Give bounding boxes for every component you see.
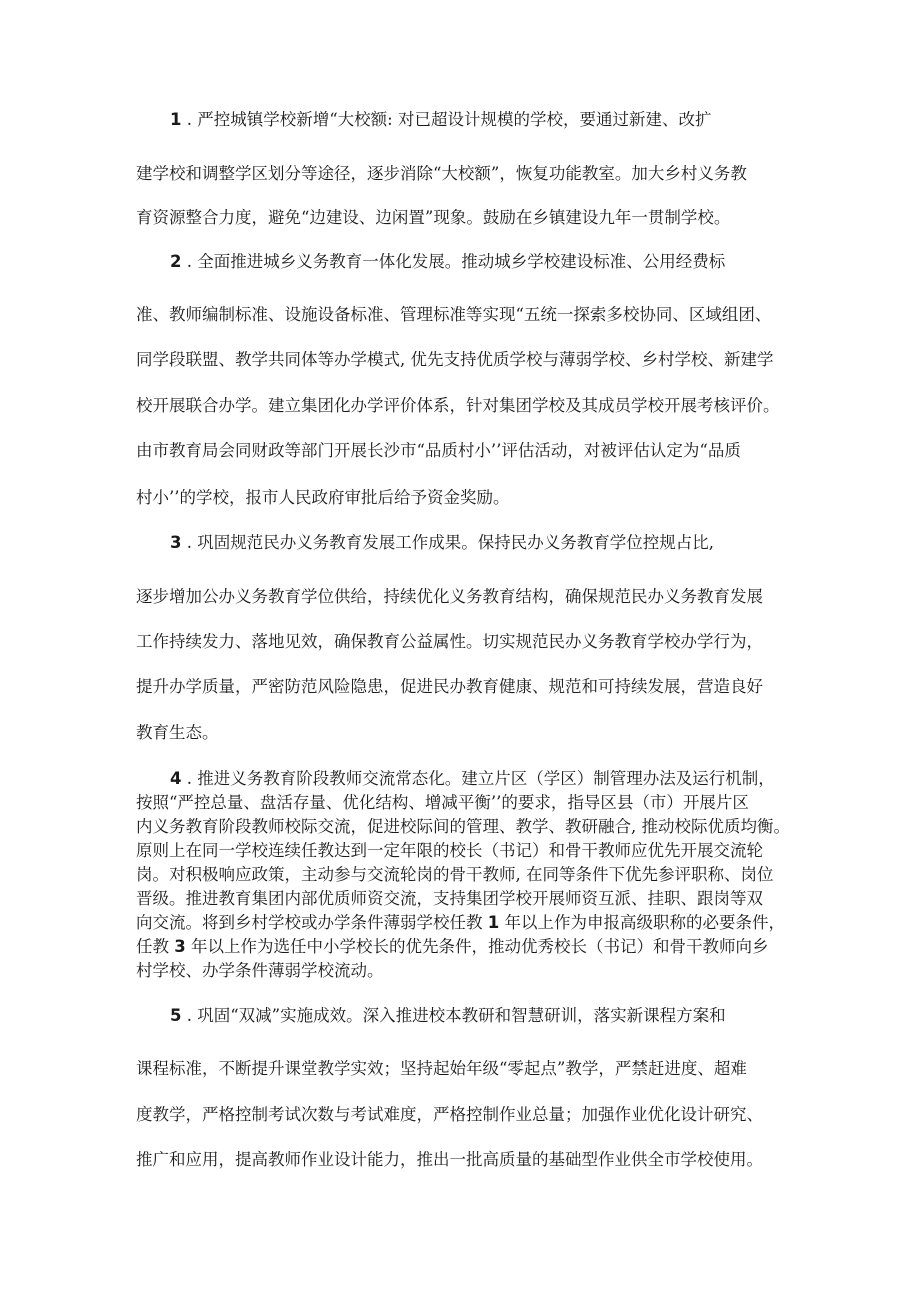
paragraph-4-line-9: 村学校、办学条件薄弱学校流动。 xyxy=(136,961,384,980)
paragraph-1-line-2: 建学校和调整学区划分等途径，逐步消除“大校额”，恢复功能教室。加大乡村义务教 xyxy=(136,164,747,183)
paragraph-3-line-4: 提升办学质量，严密防范风险隐患，促进民办教育健康、规范和可持续发展，营造良好 xyxy=(136,677,763,696)
paragraph-3-line-2: 逐步增加公办义务教育学位供给，持续优化义务教育结构，确保规范民办义务教育发展 xyxy=(136,587,763,606)
paragraph-1-number: 1 xyxy=(170,110,182,129)
paragraph-2-line-2: 准、教师编制标准、设施设备标准、管理标准等实现“五统一探索多校协同、区域组团、 xyxy=(136,305,772,324)
paragraph-5-line-3: 度教学，严格控制考试次数与考试难度，严格控制作业总量；加强作业优化设计研究、 xyxy=(136,1105,763,1124)
paragraph-4-line-4: 原则上在同一学校连续任教达到一定年限的校长（书记）和骨干教师应优先开展交流轮 xyxy=(136,841,763,860)
paragraph-4-line-2: 按照“严控总量、盘活存量、优化结构、增减平衡’’的要求，指导区县（市）开展片区 xyxy=(136,793,749,812)
paragraph-1-line-1: 1 . 严控城镇学校新增“大校额: 对已超设计规模的学校，要通过新建、改扩 xyxy=(170,110,712,129)
paragraph-2-line-6: 村小’’的学校，报市人民政府审批后给予资金奖励。 xyxy=(136,488,510,507)
paragraph-2-line-3: 同学段联盟、教学共同体等办学模式, 优先支持优质学校与薄弱学校、乡村学校、新建学 xyxy=(136,350,774,369)
paragraph-5-number: 5 xyxy=(170,1006,182,1025)
paragraph-5-line-4: 推广和应用，提高教师作业设计能力，推出一批高质量的基础型作业供全市学校使用。 xyxy=(136,1150,763,1169)
paragraph-5-line-1: 5 . 巩固“双减”实施成效。深入推进校本教研和智慧研训，落实新课程方案和 xyxy=(170,1006,726,1025)
paragraph-5-line-2: 课程标准，不断提升课堂教学实效；坚持起始年级“零起点”教学，严禁赶进度、超难 xyxy=(136,1059,747,1078)
paragraph-2-line-4: 校开展联合办学。建立集团化办学评价体系，针对集团学校及其成员学校开展考核评价。 xyxy=(136,396,780,415)
paragraph-3-line-3: 工作持续发力、落地见效，确保教育公益属性。切实规范民办义务教育学校办学行为， xyxy=(136,632,763,651)
paragraph-3-number: 3 xyxy=(170,533,182,552)
paragraph-4-number: 4 xyxy=(170,769,182,788)
paragraph-2-line-5: 由市教育局会同财政等部门开展长沙市“品质村小’’评估活动，对被评估认定为“品质 xyxy=(136,441,741,460)
paragraph-2-line-1: 2 . 全面推进城乡义务教育一体化发展。推动城乡学校建设标准、公用经费标 xyxy=(170,252,726,271)
paragraph-2-number: 2 xyxy=(170,252,182,271)
paragraph-3-line-5: 教育生态。 xyxy=(136,723,219,742)
inline-number-1: 1 xyxy=(487,913,500,932)
paragraph-4-line-7: 向交流。将到乡村学校或办学条件薄弱学校任教 1 年以上作为申报高级职称的必要条件， xyxy=(136,913,785,932)
paragraph-4-line-3: 内义务教育阶段教师校际交流，促进校际间的管理、教学、教研融合, 推动校际优质均衡。 xyxy=(136,817,790,836)
paragraph-4-line-1: 4 . 推进义务教育阶段教师交流常态化。建立片区（学区）制管理办法及运行机制， xyxy=(170,769,775,788)
paragraph-1-line-3: 育资源整合力度，避免“边建设、边闲置”现象。鼓励在乡镇建设九年一贯制学校。 xyxy=(136,208,731,227)
paragraph-4-line-5: 岗。对积极响应政策，主动参与交流轮岗的骨干教师, 在同等条件下优先参评职称、岗位 xyxy=(136,865,774,884)
paragraph-4-line-8: 任教 3 年以上作为选任中小学校长的优先条件，推动优秀校长（书记）和骨干教师向乡 xyxy=(136,937,769,956)
inline-number-3: 3 xyxy=(174,937,186,956)
paragraph-4-line-6: 晋级。推进教育集团内部优质师资交流，支持集团学校开展师资互派、挂职、跟岗等双 xyxy=(136,889,763,908)
paragraph-3-line-1: 3 . 巩固规范民办义务教育发展工作成果。保持民办义务教育学位控规占比, xyxy=(170,533,714,552)
